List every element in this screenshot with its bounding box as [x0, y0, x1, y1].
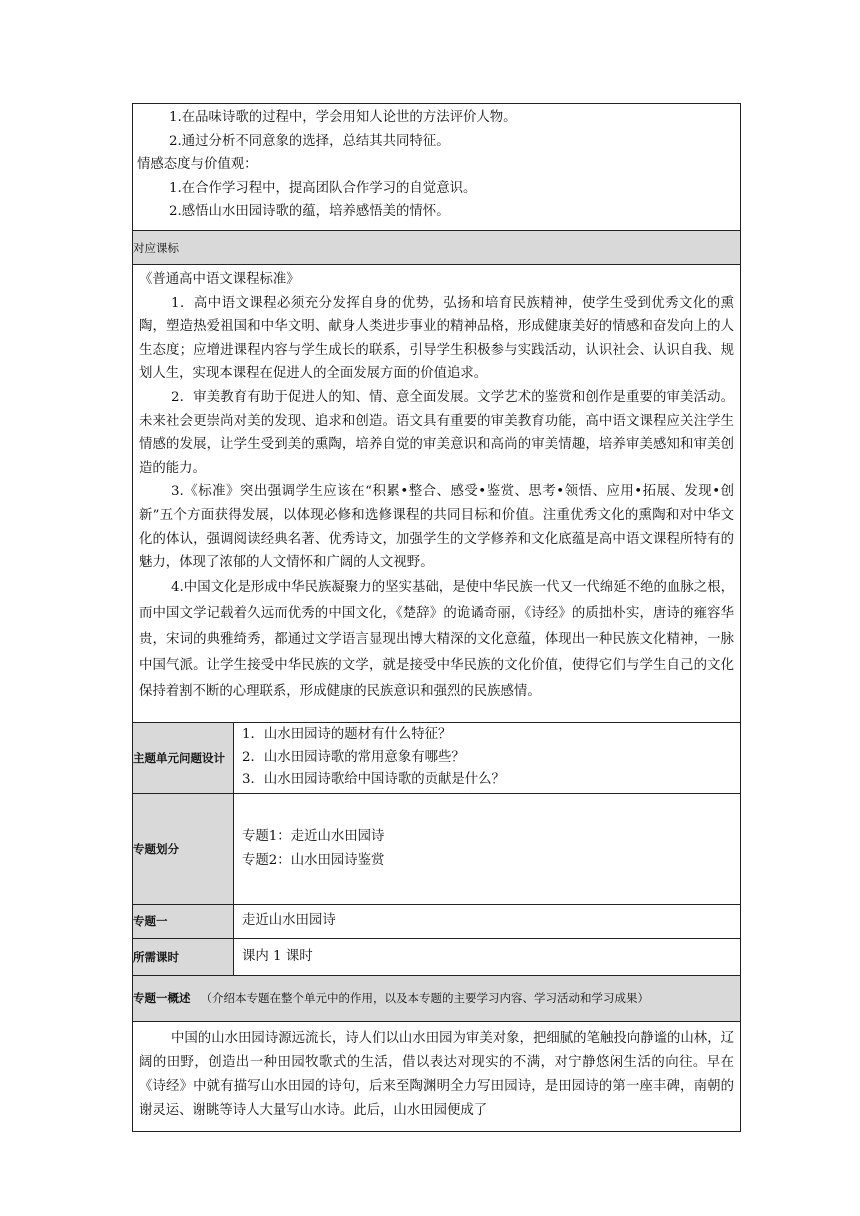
- objectives-cell: [133, 104, 741, 231]
- standards-header-row: [133, 231, 741, 265]
- standards-cell: [133, 265, 741, 723]
- questions-label: 主题单元问题设计: [133, 723, 234, 794]
- question-item: 2．山水田园诗歌的常用意象有哪些？: [242, 749, 465, 765]
- overview-note: （介绍本专题在整个单元中的作用，以及本专题的主要学习内容、学习活动和学习成果）: [200, 991, 650, 1005]
- overview-text: 中国的山水田园诗源远流长，诗人们以山水田园为审美对象，把细腻的笔触投向静谧的山林，辽阔的田野，创造出一种田园牧歌式的生活，借以表达对现实的不满，对宁静悠闲生活的向往。早在《诗经》中就有描写山水田园的诗句，后来至陶渊明全力写田园诗，是田园诗的第一座丰碑，南朝的谢灵运、谢眺等诗人大量写山水诗。此后，山水田园便成了: [139, 1030, 735, 1118]
- topic-one-label: 专题一: [133, 904, 234, 938]
- emotion-item: 2.感悟山水田园诗歌的蕴，培养感悟美的情怀。: [169, 204, 450, 220]
- overview-label: 专题一概述: [133, 991, 191, 1005]
- hours-label: 所需课时: [133, 938, 234, 975]
- questions-cell: [234, 723, 741, 794]
- lesson-plan-table: [132, 103, 741, 1132]
- process-item: 2.通过分析不同意象的选择，总结其共同特征。: [169, 133, 450, 149]
- overview-header-row: [133, 975, 741, 1021]
- question-item: 1．山水田园诗的题材有什么特征？: [242, 727, 452, 742]
- process-item: 1.在品味诗歌的过程中，学会用知人论世的方法评价人物。: [169, 110, 517, 125]
- topics-cell: [234, 793, 741, 904]
- standards-paragraph: 1．高中语文课程必须充分发挥自身的优势，弘扬和培育民族精神，使学生受到优秀文化的熏陶，塑造热爱祖国和中华文明、献身人类进步事业的精神品格，形成健康美好的情感和奋发向上的人生态度；应增进课程内容与学生成长的联系，引导学生积极参与实践活动，认识社会、认识自我、规划人生，实现本课程在促进人的全面发展方面的价值追求。: [139, 295, 735, 382]
- question-item: 3．山水田园诗歌给中国诗歌的贡献是什么？: [242, 772, 505, 787]
- standards-paragraph: 3.《标准》突出强调学生应该在“积累•整合、感受•鉴赏、思考•领悟、应用•拓展、发现•创新”五个方面获得发展，以体现必修和选修课程的共同目标和价值。注重优秀文化的熏陶和对中华文化的体认，强调阅读经典名著、优秀诗文，加强学生的文学修养和文化底蕴是高中语文课程所特有的魅力，体现了浓郁的人文情怀和广阔的人文视野。: [139, 484, 735, 571]
- standards-paragraph: 2．审美教育有助于促进人的知、情、意全面发展。文学艺术的鉴赏和创作是重要的审美活动。未来社会更崇尚对美的发现、追求和创造。语文具有重要的审美教育功能，高中语文课程应关注学生情感的发展，让学生受到美的熏陶，培养自觉的审美意识和高尚的审美情趣，培养审美感知和审美创造的能力。: [139, 389, 735, 476]
- standards-title: 《普通高中语文课程标准》: [139, 272, 300, 287]
- topic-one-row: [133, 904, 741, 938]
- topics-row: [133, 793, 741, 904]
- topic-item: 专题2：山水田园诗鉴赏: [242, 852, 385, 868]
- topic-item: 专题1：走近山水田园诗: [242, 828, 385, 844]
- topics-label: 专题划分: [133, 793, 234, 904]
- hours-row: [133, 938, 741, 975]
- emotion-title: 情感态度与价值观：: [137, 157, 258, 173]
- standards-paragraph: 4.中国文化是形成中华民族凝聚力的坚实基础，是使中华民族一代又一代绵延不绝的血脉之根，而中国文学记载着久远而优秀的中国文化，《楚辞》的诡谲奇丽，《诗经》的质拙朴实，唐诗的雍容华贵，宋词的典雅绮秀，都通过文学语言显现出博大精深的文化意蕴，体现出一种民族文化精神，一脉中国气派。让学生接受中华民族的文学，就是接受中华民族的文化价值，使得它们与学生自己的文化保持着割不断的心理联系，形成健康的民族意识和强烈的民族感情。: [139, 579, 735, 699]
- emotion-item: 1.在合作学习程中，提高团队合作学习的自觉意识。: [169, 180, 477, 196]
- topic-one-value: 走近山水田园诗: [234, 904, 741, 938]
- overview-body-row: [133, 1021, 741, 1131]
- hours-value: 课内 1 课时: [234, 938, 741, 975]
- overview-header: [133, 975, 741, 1021]
- overview-cell: [133, 1021, 741, 1131]
- standards-header: 对应课标: [133, 231, 741, 265]
- standards-body-row: [133, 265, 741, 723]
- questions-row: [133, 723, 741, 794]
- objectives-row: [133, 104, 741, 231]
